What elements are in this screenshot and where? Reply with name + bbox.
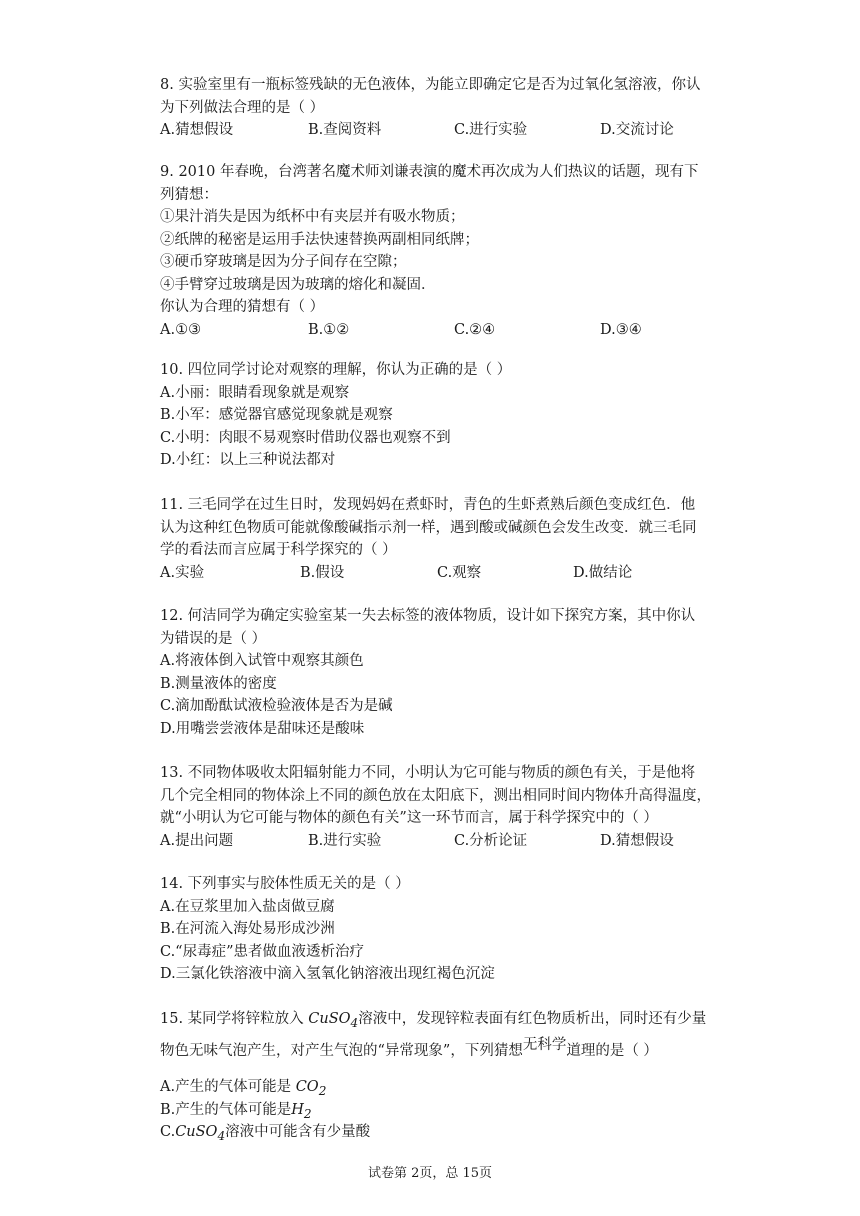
option-a: A.提出问题 — [160, 832, 234, 849]
guess-3: ③硬币穿玻璃是因为分子间存在空隙； — [160, 254, 407, 270]
option-c: C.分析论证 — [454, 832, 528, 849]
question-text: 14. 下列事实与胶体性质无关的是（ ） — [160, 876, 410, 892]
question-text: 为下列做法合理的是（ ） — [160, 99, 325, 116]
text-part: 15. 某同学将锌粒放入 — [160, 1011, 309, 1027]
question-text: 你认为合理的猜想有（ ） — [160, 299, 325, 315]
option-d: D.三氯化铁溶液中滴入氢氧化钠溶液出现红褐色沉淀 — [160, 966, 495, 982]
question-text: 13. 不同物体吸收太阳辐射能力不同，小明认为它可能与物质的颜色有关，于是他将 — [160, 765, 696, 781]
question-text: 学的看法而言应属于科学探究的（ ） — [160, 542, 397, 558]
option-b: B.①② — [308, 321, 350, 338]
question-text: 为错误的是（ ） — [160, 630, 267, 647]
option-b: B.在河流入海处易形成沙洲 — [160, 921, 335, 937]
question-text: 10. 四位同学讨论对观察的理解，你认为正确的是（ ） — [160, 362, 512, 378]
question-text: 11. 三毛同学在过生日时，发现妈妈在煮虾时，青色的生虾煮熟后颜色变成红色．他 — [160, 497, 696, 513]
option-a — [160, 1076, 725, 1099]
option-c: C.进行实验 — [454, 122, 528, 138]
option-d: D.做结论 — [573, 564, 633, 581]
question-13 — [160, 762, 725, 852]
question-11 — [160, 494, 725, 584]
question-text — [160, 1008, 725, 1040]
question-text: 列猜想： — [160, 186, 218, 203]
option-d: D.③④ — [600, 321, 642, 338]
subscript: 2 — [303, 1106, 312, 1121]
guess-1: ①果汁消失是因为纸杯中有夹层并有吸水物质； — [160, 209, 465, 225]
text-part: 物色无味气泡产生，对产生气泡的“异常现象”，下列猜想 — [160, 1043, 523, 1059]
subscript: 2 — [318, 1083, 327, 1098]
text-part: 溶液中可能含有少量酸 — [225, 1124, 371, 1140]
formula-text: CuSO — [308, 1011, 351, 1027]
text-part: C. — [160, 1124, 176, 1140]
question-12 — [160, 605, 725, 740]
text-part: B.产生的气体可能是 — [160, 1101, 292, 1118]
subscript: 4 — [350, 1015, 359, 1030]
question-text: 几个完全相同的物体涂上不同的颜色放在太阳底下，测出相同时间内物体升高得温度， — [160, 787, 711, 804]
option-b — [160, 1099, 725, 1122]
option-b: B.小军：感觉器官感觉现象就是观察 — [160, 407, 393, 423]
option-d: D.交流讨论 — [600, 122, 674, 138]
subscript: 4 — [217, 1128, 226, 1143]
option-b: B.进行实验 — [308, 832, 382, 849]
formula-cuso4 — [308, 1011, 359, 1030]
formula-h2 — [291, 1101, 312, 1121]
option-b: B.测量液体的密度 — [160, 675, 277, 692]
guess-4: ④手臂穿过玻璃是因为玻璃的熔化和凝固． — [160, 276, 436, 293]
formula-cuso4 — [175, 1124, 226, 1143]
question-text: 9. 2010 年春晚，台湾著名魔术师刘谦表演的魔术再次成为人们热议的话题，现有下 — [160, 164, 699, 180]
question-text: 8. 实验室里有一瓶标签残缺的无色液体，为能立即确定它是否为过氧化氢溶液，你认 — [160, 77, 701, 93]
option-a: A.猜想假设 — [160, 122, 234, 138]
option-b: B.假设 — [300, 564, 345, 581]
options-row — [160, 119, 725, 142]
formula-co2 — [295, 1079, 327, 1098]
text-part: A.产生的气体可能是 — [160, 1079, 296, 1095]
options-row — [160, 562, 725, 585]
option-d: D.用嘴尝尝液体是甜味还是酸味 — [160, 720, 365, 737]
question-14 — [160, 873, 725, 986]
question-10 — [160, 359, 725, 472]
option-c: C.滴加酚酞试液检验液体是否为是碱 — [160, 698, 393, 714]
option-b: B.查阅资料 — [308, 122, 382, 138]
option-c: C.②④ — [454, 321, 496, 338]
option-a: A.将液体倒入试管中观察其颜色 — [160, 653, 364, 669]
options-row — [160, 319, 725, 342]
question-text — [160, 1037, 725, 1074]
question-9 — [160, 161, 725, 341]
question-8 — [160, 74, 725, 142]
option-c: C.小明：肉眼不易观察时借助仪器也观察不到 — [160, 429, 451, 446]
page-footer: 试卷第 2页，总 15页 — [367, 1166, 493, 1181]
guess-2: ②纸牌的秘密是运用手法快速替换两副相同纸牌； — [160, 231, 479, 248]
options-row — [160, 830, 725, 853]
formula-text: CO — [295, 1079, 319, 1095]
question-text: 认为这种红色物质可能就像酸碱指示剂一样，遇到酸或碱颜色会发生改变．就三毛同 — [160, 519, 697, 536]
option-a: A.①③ — [160, 321, 202, 338]
text-part: 溶液中，发现锌粒表面有红色物质析出，同时还有少量 — [358, 1011, 707, 1027]
emphasis-text: 无科学 — [522, 1037, 567, 1053]
text-part: 道理的是（ ） — [566, 1043, 658, 1059]
option-c: C.观察 — [437, 564, 482, 581]
formula-text: H — [291, 1101, 304, 1118]
option-d: D.猜想假设 — [600, 832, 674, 849]
question-text: 就“小明认为它可能与物体的颜色有关”这一环节而言，属于科学探究中的（ ） — [160, 810, 658, 826]
option-a: A.小丽：眼睛看现象就是观察 — [160, 384, 350, 401]
formula-text: CuSO — [175, 1124, 218, 1140]
option-d: D.小红：以上三种说法都对 — [160, 452, 336, 468]
option-c: C.“尿毒症”患者做血液透析治疗 — [160, 943, 365, 960]
option-a: A.在豆浆里加入盐卤做豆腐 — [160, 898, 335, 915]
option-a: A.实验 — [160, 564, 205, 581]
question-15 — [160, 1008, 725, 1144]
option-c — [160, 1121, 725, 1144]
question-text: 12. 何洁同学为确定实验室某一失去标签的液体物质，设计如下探究方案，其中你认 — [160, 608, 696, 624]
